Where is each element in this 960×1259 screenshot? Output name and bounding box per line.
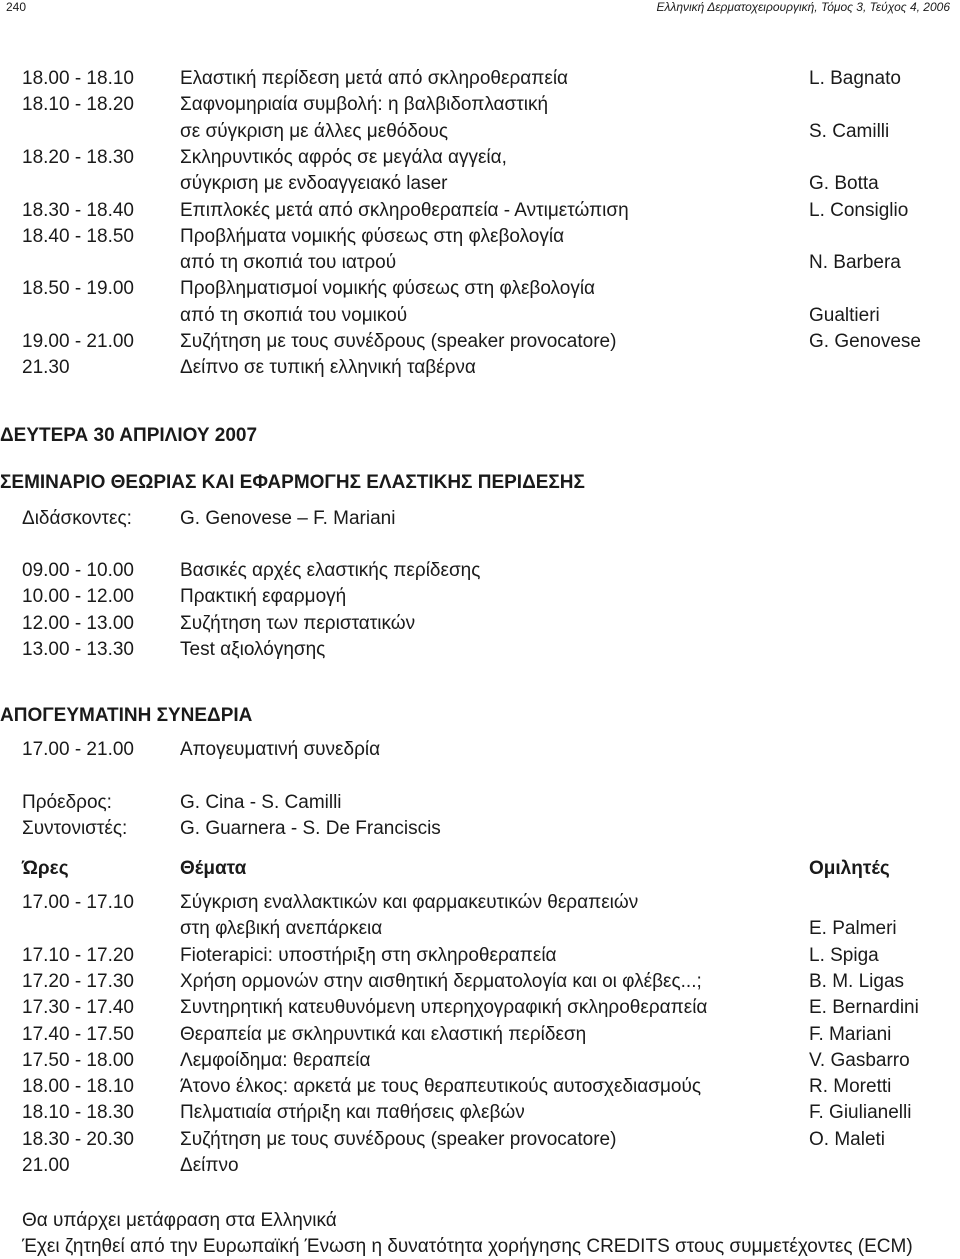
- teachers-names: G. Genovese – F. Mariani: [180, 508, 396, 529]
- row-speaker: F. Giulianelli: [809, 1102, 912, 1124]
- row-time: 13.00 - 13.30: [22, 638, 134, 660]
- row-topic: Test αξιολόγησης: [180, 638, 326, 660]
- credits-note: Έχει ζητηθεί από την Ευρωπαϊκή Ένωση η δυνατότητα χορήγησης CREDITS στους συμμετέχοντες (ECM): [22, 1236, 913, 1257]
- row-topic: Θεραπεία με σκληρυντικά και ελαστική περίδεση: [180, 1023, 587, 1045]
- row-topic: Δείπνο σε τυπική ελληνική ταβέρνα: [180, 357, 476, 379]
- row-speaker: G. Botta: [809, 173, 879, 195]
- row-topic: Πρακτική εφαρμογή: [180, 586, 347, 608]
- row-time: 09.00 - 10.00: [22, 560, 134, 581]
- row-speaker: G. Genovese: [809, 331, 921, 352]
- day-heading: ΔΕΥΤΕΡΑ 30 ΑΠΡΙΛΙΟΥ 2007: [0, 425, 258, 446]
- row-topic: Συντηρητική κατευθυνόμενη υπερηχογραφική σκληροθεραπεία: [180, 997, 708, 1019]
- row-topic: Συζήτηση με τους συνέδρους (speaker provocatore): [180, 1128, 617, 1150]
- header-time: Ώρες: [22, 858, 69, 879]
- row-topic: Άτονο έλκος: αρκετά με τους θεραπευτικούς αυτοσχεδιασμούς: [180, 1076, 702, 1098]
- row-topic: Σύγκριση εναλλακτικών και φαρμακευτικών θεραπειών: [180, 892, 639, 913]
- chair-label: Πρόεδρος:: [22, 792, 112, 813]
- row-time: 18.50 - 19.00: [22, 278, 134, 300]
- row-time: 18.10 - 18.20: [22, 94, 134, 116]
- coordinators-names: G. Guarnera - S. De Franciscis: [180, 818, 441, 839]
- row-topic: στη φλεβική ανεπάρκεια: [180, 918, 383, 940]
- row-time: 10.00 - 12.00: [22, 586, 134, 608]
- row-speaker: L. Spiga: [809, 944, 879, 966]
- row-time: 17.10 - 17.20: [22, 944, 134, 966]
- row-topic: Πελματιαία στήριξη και παθήσεις φλεβών: [180, 1102, 525, 1124]
- row-time: 21.30: [22, 357, 70, 379]
- row-time: 18.00 - 18.10: [22, 1076, 134, 1098]
- chair-names: G. Cina - S. Camilli: [180, 792, 342, 813]
- header-topic: Θέματα: [180, 858, 247, 879]
- row-time: 18.00 - 18.10: [22, 68, 134, 89]
- row-time: 17.00 - 17.10: [22, 892, 134, 913]
- row-time: 17.50 - 18.00: [22, 1049, 134, 1071]
- row-time: 17.20 - 17.30: [22, 970, 134, 992]
- row-time: 18.20 - 18.30: [22, 146, 134, 168]
- row-speaker: E. Bernardini: [809, 997, 919, 1019]
- row-time: 19.00 - 21.00: [22, 331, 134, 352]
- teachers-label: Διδάσκοντες:: [22, 508, 132, 529]
- row-time: 18.30 - 18.40: [22, 199, 134, 221]
- row-speaker: O. Maleti: [809, 1128, 886, 1150]
- row-topic: Βασικές αρχές ελαστικής περίδεσης: [180, 560, 481, 581]
- page-number: 240: [6, 0, 27, 14]
- row-topic: Σκληρυντικός αφρός σε μεγάλα αγγεία,: [180, 146, 507, 168]
- row-topic: Προβληματισμοί νομικής φύσεως στη φλεβολογία: [180, 278, 596, 300]
- row-topic: από τη σκοπιά του νομικού: [180, 304, 408, 326]
- row-time: 17.30 - 17.40: [22, 997, 134, 1019]
- row-topic: Συζήτηση των περιστατικών: [180, 612, 416, 634]
- row-topic: Δείπνο: [180, 1155, 239, 1176]
- row-time: 18.40 - 18.50: [22, 225, 134, 247]
- row-time: 17.40 - 17.50: [22, 1023, 134, 1045]
- row-speaker: Gualtieri: [809, 304, 880, 326]
- row-speaker: V. Gasbarro: [809, 1049, 910, 1071]
- row-time: 18.10 - 18.30: [22, 1102, 134, 1124]
- row-speaker: N. Barbera: [809, 252, 901, 274]
- row-topic: Προβλήματα νομικής φύσεως στη φλεβολογία: [180, 225, 565, 247]
- row-speaker: F. Mariani: [809, 1023, 892, 1045]
- row-topic: σε σύγκριση με άλλες μεθόδους: [180, 120, 449, 142]
- row-topic: από τη σκοπιά του ιατρού: [180, 252, 397, 274]
- row-topic: Ελαστική περίδεση μετά από σκληροθεραπεία: [180, 68, 569, 89]
- header-speaker: Ομιλητές: [809, 858, 890, 879]
- row-topic: σύγκριση με ενδοαγγειακό laser: [180, 173, 448, 195]
- row-topic: Χρήση ορμονών στην αισθητική δερματολογία και οι φλέβες...;: [180, 970, 702, 992]
- row-speaker: S. Camilli: [809, 120, 890, 142]
- coordinators-label: Συντονιστές:: [22, 818, 128, 839]
- afternoon-title: ΑΠΟΓΕΥΜΑΤΙΝΗ ΣΥΝΕΔΡΙΑ: [0, 705, 253, 726]
- row-speaker: L. Consiglio: [809, 199, 909, 221]
- row-time: 12.00 - 13.00: [22, 612, 134, 634]
- afternoon-label: Απογευματινή συνεδρία: [180, 739, 381, 760]
- row-time: 18.30 - 20.30: [22, 1128, 134, 1150]
- seminar-title: ΣΕΜΙΝΑΡΙΟ ΘΕΩΡΙΑΣ ΚΑΙ ΕΦΑΡΜΟΓΗΣ ΕΛΑΣΤΙΚΗΣ ΠΕΡΙΔΕΣΗΣ: [0, 472, 585, 493]
- afternoon-time: 17.00 - 21.00: [22, 739, 134, 760]
- row-speaker: E. Palmeri: [809, 918, 897, 940]
- row-speaker: L. Bagnato: [809, 68, 901, 89]
- row-speaker: R. Moretti: [809, 1076, 892, 1098]
- row-topic: Fioterapici: υποστήριξη στη σκληροθεραπεία: [180, 944, 557, 966]
- row-time: 21.00: [22, 1155, 70, 1176]
- journal-running-head: Ελληνική Δερματοχειρουργική, Τόμος 3, Τεύχος 4, 2006: [656, 0, 950, 14]
- row-topic: Επιπλοκές μετά από σκληροθεραπεία - Αντιμετώπιση: [180, 199, 629, 221]
- translation-note: Θα υπάρχει μετάφραση στα Ελληνικά: [22, 1210, 337, 1231]
- row-topic: Σαφνομηριαία συμβολή: η βαλβιδοπλαστική: [180, 94, 549, 116]
- row-topic: Συζήτηση με τους συνέδρους (speaker provocatore): [180, 331, 617, 352]
- row-topic: Λεμφοίδημα: θεραπεία: [180, 1049, 371, 1071]
- row-speaker: B. M. Ligas: [809, 970, 905, 992]
